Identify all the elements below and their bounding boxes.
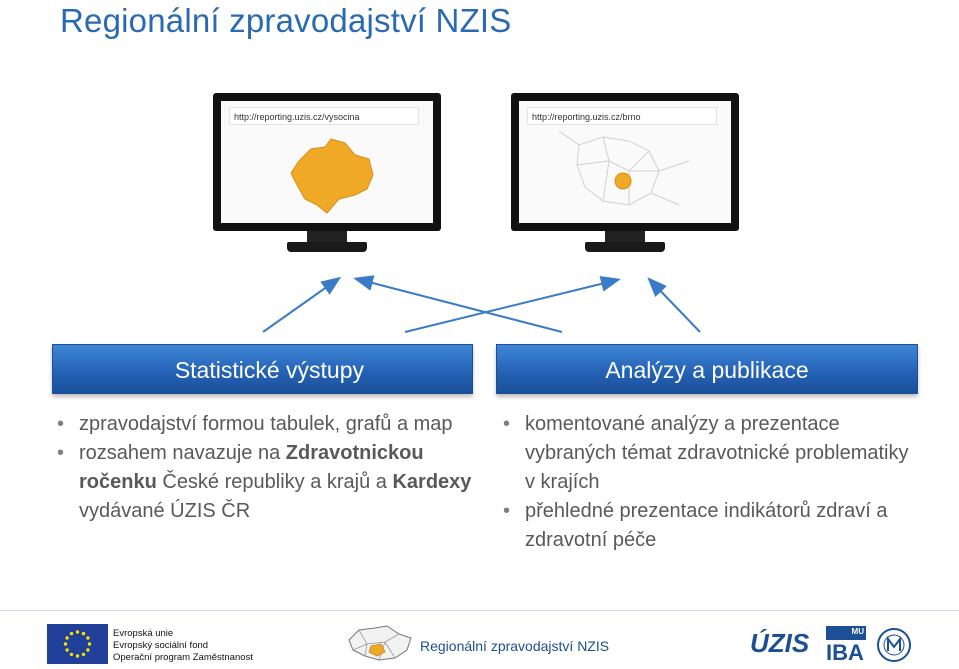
iba-logo-text: IBA — [826, 640, 864, 665]
eu-text-block: Evropská unie Evropský sociální fond Operační program Zaměstnanost — [113, 628, 253, 663]
left-bullet-list — [52, 410, 472, 526]
eu-flag-icon — [47, 624, 108, 664]
url-bar: http://reporting.uzis.cz/vysocina — [229, 107, 419, 125]
university-seal-icon — [876, 627, 912, 663]
monitor-vysocina — [213, 93, 441, 253]
list-item: • zpravodajství formou tabulek, grafů a map — [52, 410, 472, 439]
arrow-right-up — [650, 280, 700, 332]
monitor-brno — [511, 93, 739, 253]
iba-logo — [826, 626, 866, 664]
right-bullet-list — [498, 410, 918, 555]
vysocina-region-map — [221, 101, 433, 223]
monitor-screen — [519, 101, 731, 223]
arrow-cross-right — [405, 280, 617, 332]
footer-title: Regionální zpravodajství NZIS — [420, 638, 610, 654]
czech-map-icon — [345, 622, 415, 664]
arrow-cross-left — [357, 279, 562, 332]
analyzy-publikace-header: Analýzy a publikace — [496, 344, 918, 394]
footer-divider — [0, 610, 959, 611]
list-item: • přehledné prezentace indikátorů zdraví a zdravotní péče — [498, 497, 918, 555]
iba-logo-mu: MU — [851, 627, 864, 636]
list-item: • rozsahem navazuje na Zdravotnickou ročenku České republiky a krajů a Kardexy vydávané ÚZIS ČR — [52, 439, 472, 526]
arrow-left-up — [263, 279, 338, 332]
monitor-base — [287, 242, 367, 252]
list-item: • komentované analýzy a prezentace vybraných témat zdravotnické problematiky v krajích — [498, 410, 918, 497]
statisticke-vystupy-header: Statistické výstupy — [52, 344, 473, 394]
page-title: Regionální zpravodajství NZIS — [60, 2, 512, 39]
monitor-screen — [221, 101, 433, 223]
brno-district-map — [519, 101, 731, 223]
monitor-base — [585, 242, 665, 252]
url-bar: http://reporting.uzis.cz/brno — [527, 107, 717, 125]
uzis-logo: ÚZIS — [750, 628, 810, 658]
